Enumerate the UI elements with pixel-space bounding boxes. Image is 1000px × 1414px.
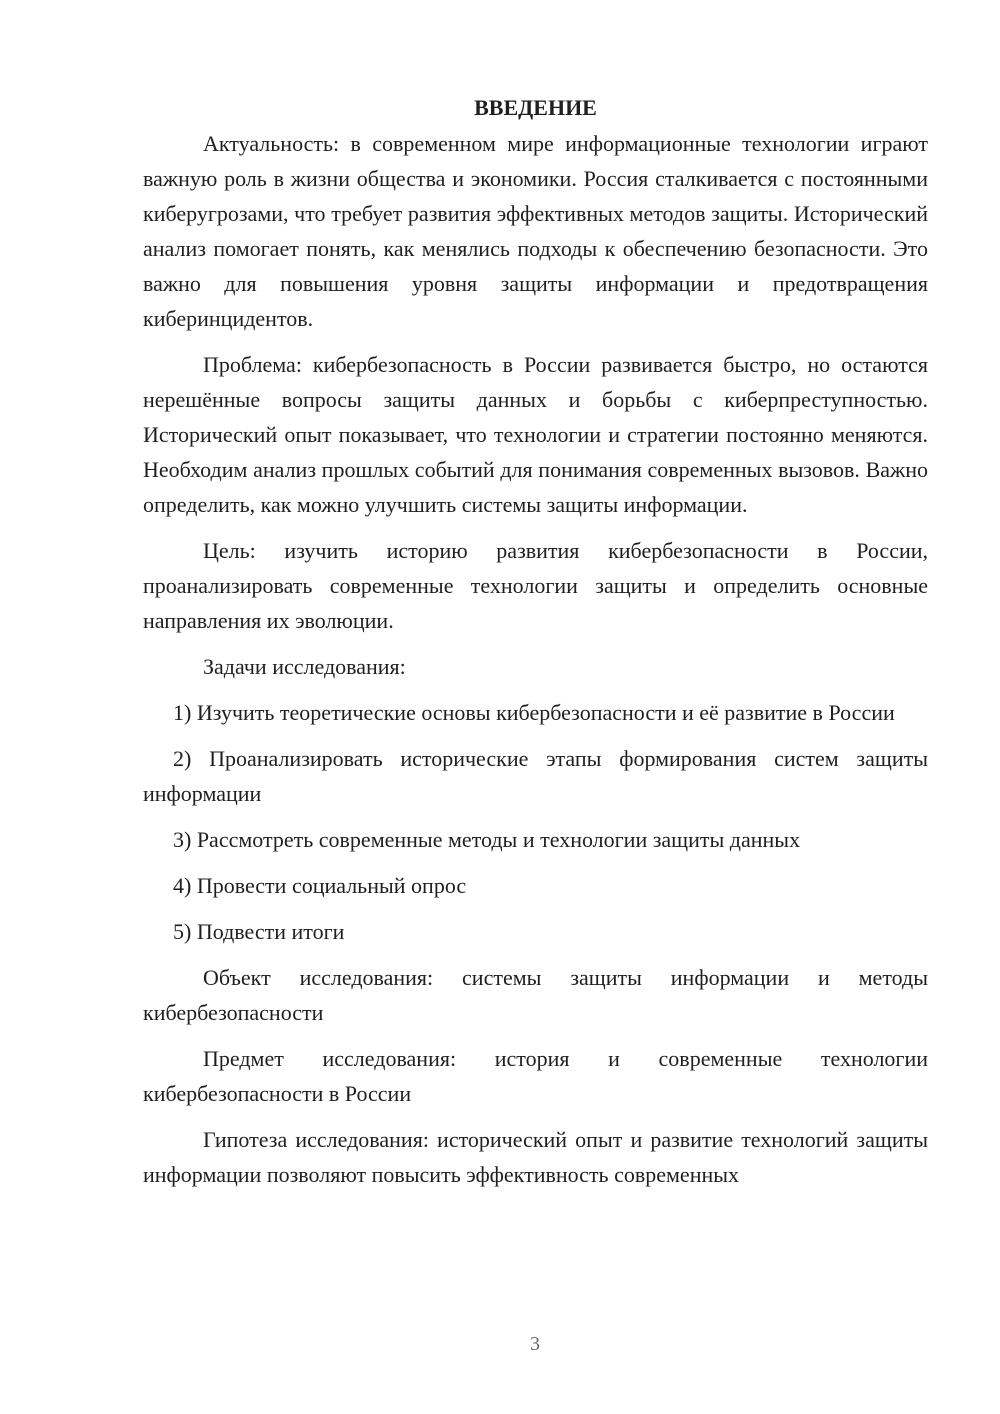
tasks-list <box>143 695 928 949</box>
task-item: 4) Провести социальный опрос <box>173 873 467 898</box>
page-number: 3 <box>530 1333 540 1355</box>
task-item: 5) Подвести итоги <box>173 919 345 944</box>
paragraph-hypothesis: Гипотеза исследования: исторический опыт и развитие технологий защиты информации позволяют повысить эффективность современных <box>143 1127 928 1187</box>
paragraph-object: Объект исследования: системы защиты информации и методы кибербезопасности <box>143 965 928 1025</box>
paragraph-subject: Предмет исследования: история и современные технологии кибербезопасности в России <box>143 1046 928 1106</box>
task-item: 2) Проанализировать исторические этапы формирования систем защиты информации <box>143 746 928 806</box>
page-content <box>143 90 928 1203</box>
paragraph-relevance: Актуальность: в современном мире информационные технологии играют важную роль в жизни общества и экономики. Россия сталкивается с постоянными киберугрозами, что требует развития эффективных методов защиты. Исторический анализ помогает понять, как менялись подходы к обеспечению безопасности. Это важно для повышения уровня защиты информации и предотвращения киберинцидентов. <box>143 131 928 331</box>
paragraph-problem: Проблема: кибербезопасность в России развивается быстро, но остаются нерешённые вопросы защиты данных и борьбы с киберпреступностью. Исторический опыт показывает, что технологии и стратегии постоянно меняются. Необходим анализ прошлых событий для понимания современных вызовов. Важно определить, как можно улучшить системы защиты информации. <box>143 352 928 517</box>
section-heading: ВВЕДЕНИЕ <box>474 95 597 120</box>
task-item: 1) Изучить теоретические основы кибербезопасности и её развитие в России <box>173 700 895 725</box>
paragraph-goal: Цель: изучить историю развития кибербезопасности в России, проанализировать современные технологии защиты и определить основные направления их эволюции. <box>143 538 928 633</box>
tasks-heading: Задачи исследования: <box>203 654 406 679</box>
task-item: 3) Рассмотреть современные методы и технологии защиты данных <box>173 827 801 852</box>
